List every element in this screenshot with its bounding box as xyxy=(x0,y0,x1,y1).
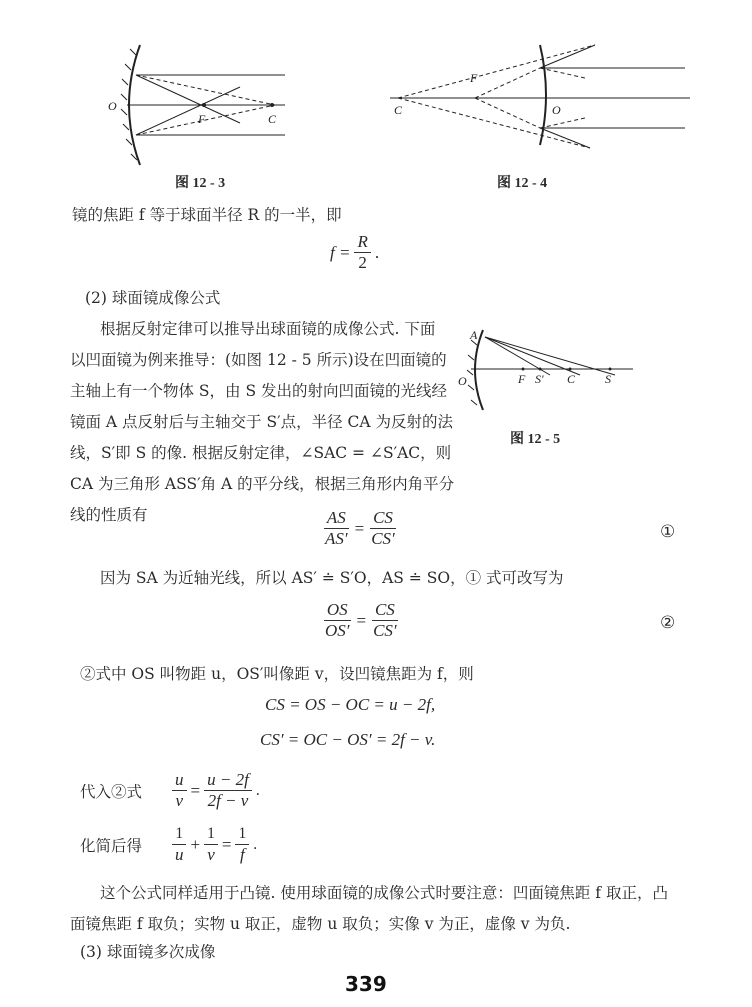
eq-num: OS xyxy=(324,600,351,621)
equation-focal-length xyxy=(330,232,379,274)
equation-number: ② xyxy=(660,613,676,633)
eq-num: u − 2f xyxy=(204,770,252,791)
equation-number: ① xyxy=(660,522,676,542)
paragraph-line: 以凹面镜为例来推导：(如图 12 - 5 所示)设在凹面镜的 xyxy=(70,351,447,369)
equation-3: CS = OS − OC = u − 2f, xyxy=(265,695,436,714)
paragraph-line: 线，S′即 S 的像. 根据反射定律，∠SAC = ∠S′AC，则 xyxy=(70,444,452,462)
figure-12-5-concave-mirror xyxy=(455,325,635,415)
text-line: 镜的焦距 f 等于球面半径 R 的一半，即 xyxy=(72,206,342,224)
figure-caption: 图 12 - 4 xyxy=(497,176,548,191)
label-S-prime: S' xyxy=(535,372,544,386)
eq-den: 2 xyxy=(358,253,367,273)
page-number: 339 xyxy=(345,972,387,996)
label-C: C xyxy=(394,103,403,117)
label-O: O xyxy=(108,99,117,113)
eq-num: CS xyxy=(372,600,398,621)
paragraph-line: 根据反射定律可以推导出球面镜的成像公式. 下面 xyxy=(100,320,436,338)
text-line: ②式中 OS 叫物距 u，OS′叫像距 v，设凹镜焦距为 f，则 xyxy=(80,665,474,683)
eq-den: AS′ xyxy=(325,529,348,549)
paragraph-line: 这个公式同样适用于凸镜. 使用球面镜的成像公式时要注意：凹面镜焦距 f 取正，凸 xyxy=(100,884,668,902)
label-C: C xyxy=(268,112,277,126)
label-S: S xyxy=(605,372,611,386)
eq-num: AS xyxy=(324,508,349,529)
label: 代入②式 xyxy=(80,782,143,801)
label-O: O xyxy=(458,374,467,388)
label-F: F xyxy=(470,71,478,85)
eq-tail: . xyxy=(253,835,258,853)
paragraph-line: CA 为三角形 ASS′角 A 的平分线，根据三角形内角平分 xyxy=(70,475,455,493)
eq-den: v xyxy=(175,791,184,811)
label: 化简后得 xyxy=(80,836,143,855)
paragraph-line: 镜面 A 点反射后与主轴交于 S′点，半径 CA 为反射的法 xyxy=(70,413,454,431)
eq-num: R xyxy=(354,232,370,253)
figure-caption: 图 12 - 3 xyxy=(175,176,226,191)
figure-caption: 图 12 - 5 xyxy=(510,432,561,447)
label-F: F xyxy=(198,112,206,126)
eq-num: 1 xyxy=(204,825,218,845)
paragraph-line: 主轴上有一个物体 S，由 S 发出的射向凹面镜的光线经 xyxy=(70,382,448,400)
eq-num: 1 xyxy=(172,825,186,845)
eq-den: OS′ xyxy=(325,621,350,641)
label-A: A xyxy=(470,328,478,342)
eq-lhs: f = xyxy=(330,242,351,262)
label-C: C xyxy=(567,372,576,386)
paragraph-line: 面镜焦距 f 取负；实物 u 取正，虚物 u 取负；实像 v 为正，虚像 v 为负. xyxy=(70,915,571,933)
eq-den: f xyxy=(239,844,245,864)
equation-6-row: 化简后得 $\frac{1}{u}$ + $\frac{1}{v}$ = $\frac{1}{f}$ . xyxy=(80,825,258,864)
eq-num: CS xyxy=(370,508,396,529)
label-F: F xyxy=(518,372,526,386)
label-O: O xyxy=(552,103,561,117)
figure-12-3-concave-mirror xyxy=(100,35,295,170)
eq-num: 1 xyxy=(235,825,249,845)
text-line: 因为 SA 为近轴光线，所以 AS′ ≐ S′O，AS ≐ SO，① 式可改写为 xyxy=(100,569,564,587)
eq-tail: . xyxy=(255,781,260,799)
eq-den: CS′ xyxy=(371,529,395,549)
eq-den: CS′ xyxy=(373,621,397,641)
paragraph-line: 线的性质有 xyxy=(70,506,148,524)
eq-num: u xyxy=(172,770,187,791)
eq-den: v xyxy=(207,844,215,864)
section-heading: (2) 球面镜成像公式 xyxy=(85,289,221,307)
figure-12-4-convex-mirror xyxy=(380,40,700,150)
section-heading: (3) 球面镜多次成像 xyxy=(80,943,216,961)
equation-5-row: 代入②式 $\frac{u}{v}$ = $\frac{u - 2f}{2f - v}$ . xyxy=(80,770,260,811)
eq-den: 2f − v xyxy=(207,791,249,811)
equation-4: CS′ = OC − OS′ = 2f − v. xyxy=(260,730,436,749)
equation-1: $\frac{AS}{AS'}$ = $\frac{CS}{CS'}$ xyxy=(318,508,402,550)
equation-2: $\frac{OS}{OS'}$ = $\frac{CS}{CS'}$ xyxy=(318,600,404,642)
eq-den: u xyxy=(175,844,184,864)
eq-tail: . xyxy=(374,242,380,262)
